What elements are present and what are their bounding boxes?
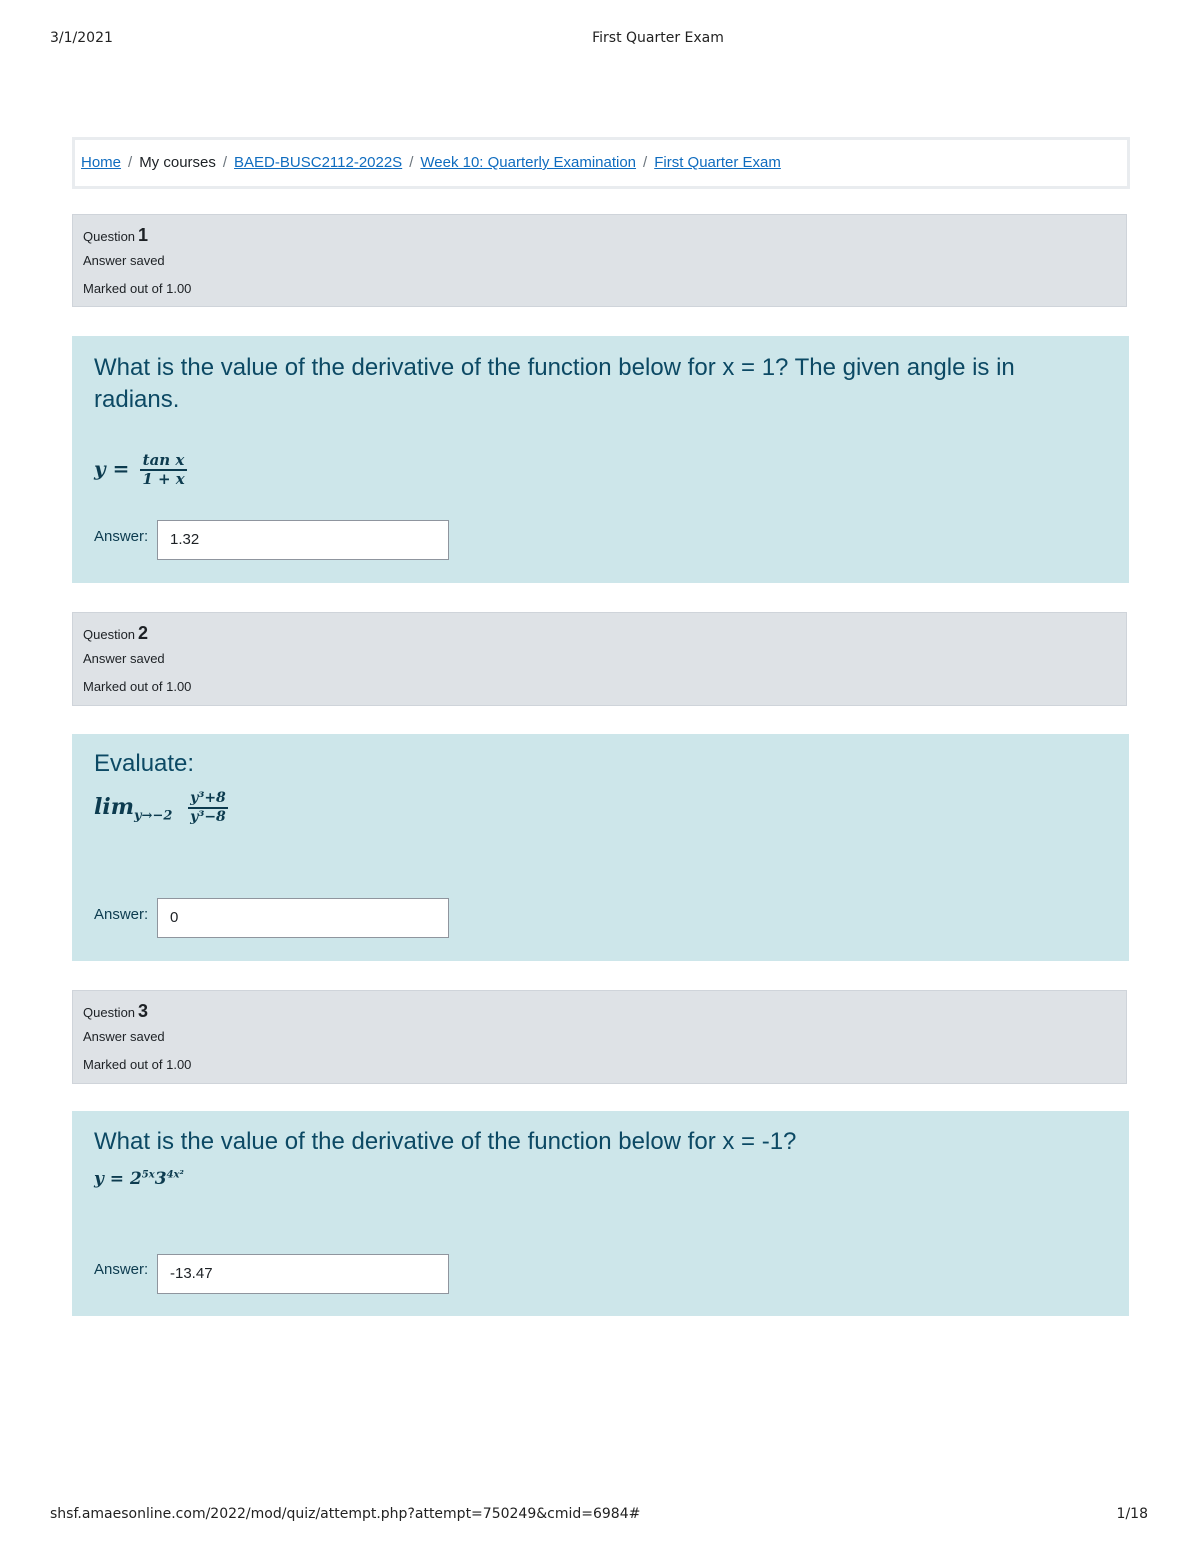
print-title: First Quarter Exam <box>592 30 724 46</box>
question-state: Answer saved <box>83 253 165 268</box>
question-2-info <box>72 612 1127 706</box>
breadcrumb-separator: / <box>643 154 648 171</box>
breadcrumb-quiz-link[interactable]: First Quarter Exam <box>654 154 781 171</box>
question-number: Question 1 <box>83 225 149 245</box>
question-state: Answer saved <box>83 651 165 666</box>
print-footer <box>0 1506 1200 1526</box>
breadcrumb-week-link[interactable]: Week 10: Quarterly Examination <box>420 154 637 171</box>
question-grade: Marked out of 1.00 <box>83 679 192 694</box>
question-text: What is the value of the derivative of the function below for x = 1? The given angle is in radians. <box>94 354 1015 413</box>
question-formula: $y = 2^{5x}3^{4x^2}$ <box>94 1169 184 1189</box>
breadcrumb-home-link[interactable]: Home <box>81 154 122 171</box>
question-formula: $\lim_{y\to-2}$ $\frac{\text{y³+8}}{\text{y³−8}}$ <box>94 790 226 825</box>
answer-input[interactable]: -13.47 <box>157 1254 449 1294</box>
breadcrumb-separator: / <box>409 154 414 171</box>
print-url: shsf.amaesonline.com/2022/mod/quiz/attempt.php?attempt=750249&cmid=6984# <box>50 1506 641 1522</box>
breadcrumb-separator: / <box>128 154 133 171</box>
question-1-formulation <box>72 336 1129 583</box>
breadcrumb-course-link[interactable]: BAED-BUSC2112-2022S <box>234 154 403 171</box>
question-state: Answer saved <box>83 1029 165 1044</box>
question-text: Evaluate: <box>94 750 195 777</box>
print-header <box>0 30 1200 50</box>
question-grade: Marked out of 1.00 <box>83 281 192 296</box>
print-page-number: 1/18 <box>1116 1506 1148 1522</box>
question-grade: Marked out of 1.00 <box>83 1057 192 1072</box>
question-text: What is the value of the derivative of the function below for x = -1? <box>94 1128 797 1155</box>
question-number: Question 3 <box>83 1001 149 1021</box>
question-number: Question 2 <box>83 623 149 643</box>
question-3-info <box>72 990 1127 1084</box>
breadcrumb-my-courses: My courses <box>139 154 216 171</box>
breadcrumb-separator: / <box>222 154 228 171</box>
answer-label: Answer: <box>94 906 149 923</box>
breadcrumb-container <box>72 137 1130 189</box>
question-2-formulation <box>72 734 1129 961</box>
question-1-info <box>72 214 1127 307</box>
breadcrumb <box>81 154 781 171</box>
answer-input[interactable]: 1.32 <box>157 520 449 560</box>
answer-label: Answer: <box>94 1261 149 1278</box>
question-3-formulation <box>72 1111 1129 1316</box>
answer-label: Answer: <box>94 528 149 545</box>
print-date: 3/1/2021 <box>50 30 113 46</box>
answer-input[interactable]: 0 <box>157 898 449 938</box>
question-formula: y = $\frac{\text{tan x}}{1 + x}$ <box>94 451 185 488</box>
